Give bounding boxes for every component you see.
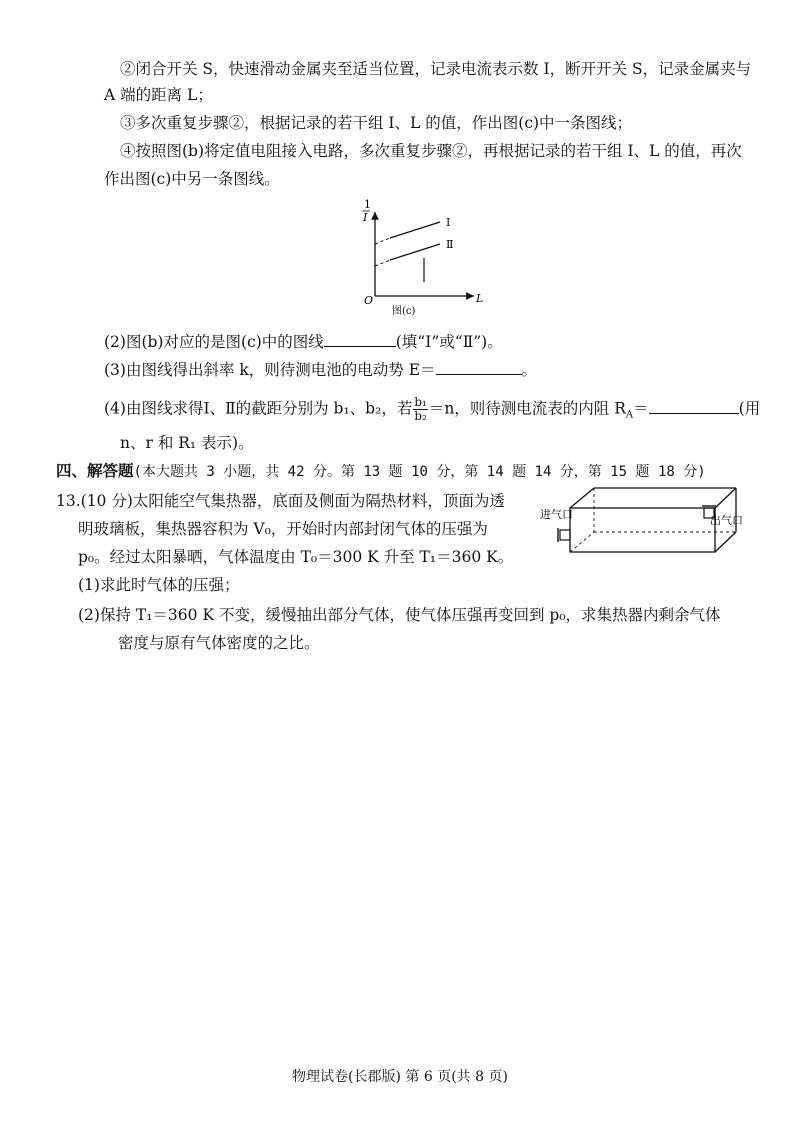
q3-end: 。 — [521, 361, 538, 379]
q4-subscript: A — [625, 409, 634, 421]
step2-line1: ②闭合开关 S，快速滑动金属夹至适当位置，记录电流表示数 I，断开开关 S，记录金属夹与 — [120, 60, 752, 78]
collector-diagram — [538, 482, 758, 562]
q3-answer-blank[interactable] — [436, 358, 522, 375]
q13-line1: 13.(10 分)太阳能空气集热器，底面及侧面为隔热材料，顶面为透 — [56, 492, 505, 510]
step3-line: ③多次重复步骤②，根据记录的若干组 I、L 的值，作出图(c)中一条图线； — [120, 114, 633, 132]
question-2 — [104, 330, 503, 353]
box-front — [570, 508, 715, 552]
x-label: L — [476, 292, 484, 305]
q13-part2-line1: (2)保持 T₁＝360 K 不变，缓慢抽出部分气体，使气体压强再变回到 p₀，求集热器内剩余气体 — [78, 606, 721, 624]
q13-part2-line2: 密度与原有气体密度的之比。 — [118, 634, 320, 652]
q4-equals: ＝ — [633, 399, 649, 418]
origin-label: O — [364, 294, 374, 307]
step4-line2: 作出图(c)中另一条图线。 — [104, 170, 280, 188]
question-4 — [104, 396, 760, 427]
q3-text: (3)由图线得出斜率 k，则待测电池的电动势 E＝ — [104, 361, 436, 379]
q2-hint: (填“Ⅰ”或“Ⅱ”)。 — [395, 333, 503, 351]
line2-extension — [375, 260, 390, 266]
q4-fraction — [413, 396, 428, 423]
q4-hint-start: (用 — [738, 399, 761, 418]
section-4-heading — [56, 460, 706, 483]
y-label-den: I — [363, 211, 368, 224]
q13-line3: p₀。经过太阳暴晒，气体温度由 T₀＝300 K 升至 T₁＝360 K。 — [78, 548, 514, 566]
q2-text: (2)图(b)对应的是图(c)中的图线 — [104, 333, 324, 351]
y-label-num: 1 — [364, 198, 371, 211]
q2-answer-blank[interactable] — [324, 330, 396, 347]
q4-text: (4)由图线求得Ⅰ、Ⅱ的截距分别为 b₁、b₂，若 — [104, 399, 413, 418]
q4-frac-den: b₂ — [414, 409, 427, 423]
line1-extension — [375, 238, 390, 244]
line-2 — [390, 244, 440, 260]
q4-hint-end: n、r 和 R₁ 表示)。 — [120, 434, 254, 452]
figure-caption: 图(c) — [392, 306, 416, 317]
step2-line2: A 端的距离 L； — [104, 86, 213, 104]
outlet-label: 出气口 — [710, 514, 743, 527]
q4-frac-num: b₁ — [414, 395, 427, 409]
inlet-pipe — [560, 530, 570, 540]
figure-c — [348, 196, 498, 320]
section-4-note: (本大题共 3 小题，共 42 分。第 13 题 10 分，第 14 题 14 分，第 15 题 18 分) — [133, 464, 706, 480]
step4-line1: ④按照图(b)将定值电阻接入电路，多次重复步骤②，再根据记录的若干组 I、L 的值，再次 — [120, 142, 742, 160]
q13-line2: 明玻璃板，集热器容积为 V₀，开始时内部封闭气体的压强为 — [78, 520, 488, 538]
line-2-label: Ⅱ — [446, 238, 454, 251]
page-footer: 物理试卷(长郡版) 第 6 页(共 8 页) — [292, 1069, 508, 1085]
q4-answer-blank[interactable] — [649, 397, 739, 414]
question-3 — [104, 358, 537, 381]
q13-part1: (1)求此时气体的压强； — [78, 576, 240, 594]
line-1 — [390, 222, 440, 238]
inlet-label: 进气口 — [540, 508, 573, 521]
line-1-label: Ⅰ — [446, 216, 451, 229]
section-4-title: 四、解答题 — [56, 461, 134, 480]
q4-text-2: ＝n，则待测电流表的内阻 R — [428, 399, 626, 418]
